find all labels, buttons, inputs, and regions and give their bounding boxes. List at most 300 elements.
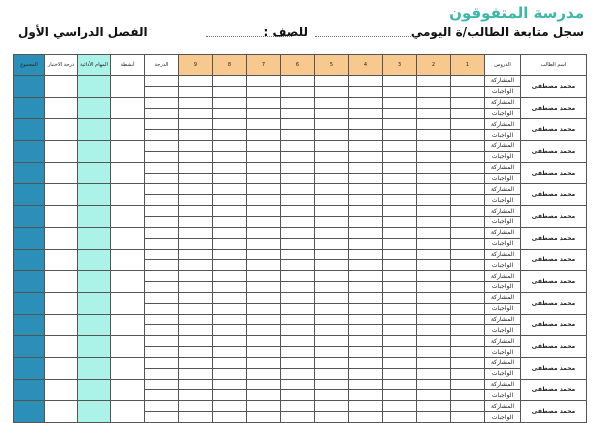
mark-cell[interactable] — [451, 119, 485, 130]
mark-cell[interactable] — [383, 390, 417, 401]
grade-cell[interactable] — [145, 314, 179, 325]
mark-cell[interactable] — [281, 325, 315, 336]
mark-cell[interactable] — [315, 184, 349, 195]
mark-cell[interactable] — [179, 97, 213, 108]
mark-cell[interactable] — [213, 347, 247, 358]
mark-cell[interactable] — [349, 184, 383, 195]
mark-cell[interactable] — [315, 249, 349, 260]
performance-tasks-cell[interactable] — [78, 162, 111, 184]
mark-cell[interactable] — [213, 390, 247, 401]
mark-cell[interactable] — [281, 119, 315, 130]
mark-cell[interactable] — [247, 271, 281, 282]
mark-cell[interactable] — [383, 379, 417, 390]
mark-cell[interactable] — [281, 97, 315, 108]
mark-cell[interactable] — [179, 271, 213, 282]
mark-cell[interactable] — [315, 76, 349, 87]
grade-cell[interactable] — [145, 173, 179, 184]
grade-cell[interactable] — [145, 357, 179, 368]
exam-grade-cell[interactable] — [45, 292, 78, 314]
mark-cell[interactable] — [417, 108, 451, 119]
exam-grade-cell[interactable] — [45, 119, 78, 141]
grade-cell[interactable] — [145, 162, 179, 173]
mark-cell[interactable] — [349, 227, 383, 238]
mark-cell[interactable] — [315, 86, 349, 97]
mark-cell[interactable] — [417, 314, 451, 325]
mark-cell[interactable] — [281, 173, 315, 184]
mark-cell[interactable] — [247, 379, 281, 390]
grade-cell[interactable] — [145, 260, 179, 271]
mark-cell[interactable] — [247, 412, 281, 423]
exam-grade-cell[interactable] — [45, 227, 78, 249]
mark-cell[interactable] — [213, 184, 247, 195]
mark-cell[interactable] — [417, 368, 451, 379]
mark-cell[interactable] — [179, 282, 213, 293]
mark-cell[interactable] — [417, 292, 451, 303]
mark-cell[interactable] — [417, 260, 451, 271]
mark-cell[interactable] — [417, 271, 451, 282]
mark-cell[interactable] — [451, 249, 485, 260]
mark-cell[interactable] — [383, 336, 417, 347]
mark-cell[interactable] — [213, 216, 247, 227]
performance-tasks-cell[interactable] — [78, 336, 111, 358]
mark-cell[interactable] — [451, 412, 485, 423]
activities-cell[interactable] — [111, 314, 145, 336]
mark-cell[interactable] — [383, 86, 417, 97]
total-cell[interactable] — [14, 336, 45, 358]
exam-grade-cell[interactable] — [45, 379, 78, 401]
activities-cell[interactable] — [111, 292, 145, 314]
mark-cell[interactable] — [281, 401, 315, 412]
grade-cell[interactable] — [145, 108, 179, 119]
mark-cell[interactable] — [383, 325, 417, 336]
performance-tasks-cell[interactable] — [78, 314, 111, 336]
mark-cell[interactable] — [247, 130, 281, 141]
mark-cell[interactable] — [349, 282, 383, 293]
total-cell[interactable] — [14, 314, 45, 336]
mark-cell[interactable] — [417, 412, 451, 423]
mark-cell[interactable] — [383, 108, 417, 119]
mark-cell[interactable] — [315, 227, 349, 238]
mark-cell[interactable] — [315, 130, 349, 141]
performance-tasks-cell[interactable] — [78, 206, 111, 228]
mark-cell[interactable] — [179, 292, 213, 303]
mark-cell[interactable] — [451, 292, 485, 303]
grade-cell[interactable] — [145, 130, 179, 141]
mark-cell[interactable] — [451, 379, 485, 390]
mark-cell[interactable] — [213, 206, 247, 217]
mark-cell[interactable] — [179, 151, 213, 162]
mark-cell[interactable] — [349, 108, 383, 119]
mark-cell[interactable] — [349, 401, 383, 412]
mark-cell[interactable] — [281, 303, 315, 314]
activities-cell[interactable] — [111, 97, 145, 119]
mark-cell[interactable] — [417, 162, 451, 173]
mark-cell[interactable] — [383, 292, 417, 303]
mark-cell[interactable] — [451, 151, 485, 162]
mark-cell[interactable] — [213, 141, 247, 152]
grade-cell[interactable] — [145, 412, 179, 423]
mark-cell[interactable] — [417, 238, 451, 249]
exam-grade-cell[interactable] — [45, 162, 78, 184]
mark-cell[interactable] — [417, 184, 451, 195]
mark-cell[interactable] — [383, 347, 417, 358]
mark-cell[interactable] — [383, 206, 417, 217]
mark-cell[interactable] — [213, 108, 247, 119]
mark-cell[interactable] — [213, 379, 247, 390]
mark-cell[interactable] — [417, 390, 451, 401]
mark-cell[interactable] — [451, 325, 485, 336]
mark-cell[interactable] — [315, 206, 349, 217]
mark-cell[interactable] — [383, 249, 417, 260]
mark-cell[interactable] — [383, 184, 417, 195]
grade-cell[interactable] — [145, 347, 179, 358]
mark-cell[interactable] — [315, 173, 349, 184]
exam-grade-cell[interactable] — [45, 249, 78, 271]
mark-cell[interactable] — [213, 238, 247, 249]
mark-cell[interactable] — [349, 292, 383, 303]
grade-cell[interactable] — [145, 303, 179, 314]
mark-cell[interactable] — [383, 368, 417, 379]
mark-cell[interactable] — [281, 162, 315, 173]
mark-cell[interactable] — [417, 282, 451, 293]
mark-cell[interactable] — [213, 151, 247, 162]
total-cell[interactable] — [14, 119, 45, 141]
total-cell[interactable] — [14, 401, 45, 423]
mark-cell[interactable] — [349, 141, 383, 152]
mark-cell[interactable] — [451, 238, 485, 249]
mark-cell[interactable] — [383, 151, 417, 162]
mark-cell[interactable] — [383, 216, 417, 227]
total-cell[interactable] — [14, 141, 45, 163]
total-cell[interactable] — [14, 249, 45, 271]
grade-cell[interactable] — [145, 282, 179, 293]
mark-cell[interactable] — [349, 390, 383, 401]
mark-cell[interactable] — [417, 249, 451, 260]
mark-cell[interactable] — [179, 173, 213, 184]
grade-cell[interactable] — [145, 368, 179, 379]
mark-cell[interactable] — [349, 271, 383, 282]
total-cell[interactable] — [14, 76, 45, 98]
mark-cell[interactable] — [315, 238, 349, 249]
mark-cell[interactable] — [383, 195, 417, 206]
activities-cell[interactable] — [111, 379, 145, 401]
mark-cell[interactable] — [349, 249, 383, 260]
mark-cell[interactable] — [281, 292, 315, 303]
mark-cell[interactable] — [451, 184, 485, 195]
mark-cell[interactable] — [247, 195, 281, 206]
mark-cell[interactable] — [179, 260, 213, 271]
mark-cell[interactable] — [451, 390, 485, 401]
mark-cell[interactable] — [213, 412, 247, 423]
mark-cell[interactable] — [349, 325, 383, 336]
mark-cell[interactable] — [179, 216, 213, 227]
performance-tasks-cell[interactable] — [78, 357, 111, 379]
mark-cell[interactable] — [417, 86, 451, 97]
mark-cell[interactable] — [213, 292, 247, 303]
mark-cell[interactable] — [247, 227, 281, 238]
grade-cell[interactable] — [145, 271, 179, 282]
mark-cell[interactable] — [383, 76, 417, 87]
performance-tasks-cell[interactable] — [78, 227, 111, 249]
mark-cell[interactable] — [213, 368, 247, 379]
mark-cell[interactable] — [349, 173, 383, 184]
mark-cell[interactable] — [315, 314, 349, 325]
mark-cell[interactable] — [247, 325, 281, 336]
activities-cell[interactable] — [111, 184, 145, 206]
mark-cell[interactable] — [247, 119, 281, 130]
total-cell[interactable] — [14, 379, 45, 401]
mark-cell[interactable] — [451, 336, 485, 347]
mark-cell[interactable] — [417, 216, 451, 227]
total-cell[interactable] — [14, 292, 45, 314]
mark-cell[interactable] — [451, 260, 485, 271]
mark-cell[interactable] — [315, 119, 349, 130]
mark-cell[interactable] — [383, 303, 417, 314]
mark-cell[interactable] — [451, 303, 485, 314]
mark-cell[interactable] — [315, 260, 349, 271]
mark-cell[interactable] — [383, 271, 417, 282]
mark-cell[interactable] — [247, 260, 281, 271]
mark-cell[interactable] — [213, 130, 247, 141]
grade-cell[interactable] — [145, 141, 179, 152]
mark-cell[interactable] — [451, 282, 485, 293]
mark-cell[interactable] — [213, 162, 247, 173]
mark-cell[interactable] — [383, 141, 417, 152]
mark-cell[interactable] — [213, 260, 247, 271]
mark-cell[interactable] — [315, 357, 349, 368]
mark-cell[interactable] — [383, 238, 417, 249]
mark-cell[interactable] — [281, 249, 315, 260]
mark-cell[interactable] — [349, 368, 383, 379]
performance-tasks-cell[interactable] — [78, 184, 111, 206]
mark-cell[interactable] — [417, 336, 451, 347]
mark-cell[interactable] — [281, 347, 315, 358]
mark-cell[interactable] — [213, 314, 247, 325]
mark-cell[interactable] — [281, 412, 315, 423]
exam-grade-cell[interactable] — [45, 206, 78, 228]
mark-cell[interactable] — [417, 303, 451, 314]
mark-cell[interactable] — [281, 357, 315, 368]
activities-cell[interactable] — [111, 162, 145, 184]
mark-cell[interactable] — [451, 216, 485, 227]
mark-cell[interactable] — [247, 282, 281, 293]
mark-cell[interactable] — [315, 303, 349, 314]
mark-cell[interactable] — [213, 97, 247, 108]
mark-cell[interactable] — [247, 97, 281, 108]
mark-cell[interactable] — [213, 357, 247, 368]
mark-cell[interactable] — [349, 86, 383, 97]
performance-tasks-cell[interactable] — [78, 271, 111, 293]
mark-cell[interactable] — [315, 412, 349, 423]
mark-cell[interactable] — [349, 303, 383, 314]
performance-tasks-cell[interactable] — [78, 379, 111, 401]
mark-cell[interactable] — [179, 412, 213, 423]
activities-cell[interactable] — [111, 206, 145, 228]
mark-cell[interactable] — [451, 401, 485, 412]
mark-cell[interactable] — [349, 314, 383, 325]
performance-tasks-cell[interactable] — [78, 76, 111, 98]
mark-cell[interactable] — [281, 368, 315, 379]
mark-cell[interactable] — [315, 97, 349, 108]
mark-cell[interactable] — [451, 130, 485, 141]
exam-grade-cell[interactable] — [45, 314, 78, 336]
mark-cell[interactable] — [247, 108, 281, 119]
mark-cell[interactable] — [349, 379, 383, 390]
mark-cell[interactable] — [281, 184, 315, 195]
mark-cell[interactable] — [451, 271, 485, 282]
total-cell[interactable] — [14, 184, 45, 206]
exam-grade-cell[interactable] — [45, 336, 78, 358]
mark-cell[interactable] — [349, 97, 383, 108]
mark-cell[interactable] — [383, 260, 417, 271]
mark-cell[interactable] — [383, 282, 417, 293]
activities-cell[interactable] — [111, 227, 145, 249]
mark-cell[interactable] — [281, 76, 315, 87]
mark-cell[interactable] — [247, 206, 281, 217]
mark-cell[interactable] — [315, 151, 349, 162]
total-cell[interactable] — [14, 97, 45, 119]
grade-cell[interactable] — [145, 401, 179, 412]
mark-cell[interactable] — [179, 336, 213, 347]
mark-cell[interactable] — [417, 401, 451, 412]
performance-tasks-cell[interactable] — [78, 401, 111, 423]
mark-cell[interactable] — [451, 195, 485, 206]
grade-cell[interactable] — [145, 216, 179, 227]
mark-cell[interactable] — [179, 325, 213, 336]
grade-cell[interactable] — [145, 238, 179, 249]
mark-cell[interactable] — [281, 238, 315, 249]
mark-cell[interactable] — [179, 130, 213, 141]
mark-cell[interactable] — [179, 206, 213, 217]
mark-cell[interactable] — [315, 368, 349, 379]
mark-cell[interactable] — [281, 282, 315, 293]
mark-cell[interactable] — [451, 173, 485, 184]
mark-cell[interactable] — [451, 141, 485, 152]
mark-cell[interactable] — [281, 195, 315, 206]
mark-cell[interactable] — [383, 130, 417, 141]
mark-cell[interactable] — [349, 336, 383, 347]
mark-cell[interactable] — [213, 173, 247, 184]
mark-cell[interactable] — [281, 260, 315, 271]
mark-cell[interactable] — [417, 151, 451, 162]
mark-cell[interactable] — [281, 130, 315, 141]
mark-cell[interactable] — [247, 173, 281, 184]
mark-cell[interactable] — [315, 336, 349, 347]
mark-cell[interactable] — [417, 97, 451, 108]
mark-cell[interactable] — [417, 206, 451, 217]
mark-cell[interactable] — [213, 195, 247, 206]
activities-cell[interactable] — [111, 76, 145, 98]
mark-cell[interactable] — [281, 336, 315, 347]
mark-cell[interactable] — [315, 379, 349, 390]
mark-cell[interactable] — [383, 162, 417, 173]
total-cell[interactable] — [14, 357, 45, 379]
mark-cell[interactable] — [213, 325, 247, 336]
mark-cell[interactable] — [451, 357, 485, 368]
total-cell[interactable] — [14, 162, 45, 184]
mark-cell[interactable] — [213, 336, 247, 347]
mark-cell[interactable] — [315, 141, 349, 152]
grade-cell[interactable] — [145, 206, 179, 217]
performance-tasks-cell[interactable] — [78, 249, 111, 271]
mark-cell[interactable] — [179, 238, 213, 249]
mark-cell[interactable] — [383, 173, 417, 184]
activities-cell[interactable] — [111, 141, 145, 163]
mark-cell[interactable] — [281, 108, 315, 119]
mark-cell[interactable] — [179, 227, 213, 238]
mark-cell[interactable] — [315, 401, 349, 412]
mark-cell[interactable] — [451, 86, 485, 97]
performance-tasks-cell[interactable] — [78, 119, 111, 141]
grade-cell[interactable] — [145, 336, 179, 347]
mark-cell[interactable] — [451, 368, 485, 379]
mark-cell[interactable] — [417, 195, 451, 206]
mark-cell[interactable] — [179, 162, 213, 173]
mark-cell[interactable] — [315, 347, 349, 358]
mark-cell[interactable] — [247, 401, 281, 412]
mark-cell[interactable] — [247, 184, 281, 195]
mark-cell[interactable] — [349, 130, 383, 141]
mark-cell[interactable] — [315, 108, 349, 119]
mark-cell[interactable] — [179, 86, 213, 97]
mark-cell[interactable] — [247, 390, 281, 401]
mark-cell[interactable] — [349, 195, 383, 206]
mark-cell[interactable] — [349, 162, 383, 173]
mark-cell[interactable] — [179, 184, 213, 195]
mark-cell[interactable] — [247, 76, 281, 87]
mark-cell[interactable] — [281, 227, 315, 238]
mark-cell[interactable] — [383, 401, 417, 412]
mark-cell[interactable] — [451, 108, 485, 119]
mark-cell[interactable] — [179, 314, 213, 325]
mark-cell[interactable] — [349, 260, 383, 271]
activities-cell[interactable] — [111, 271, 145, 293]
mark-cell[interactable] — [451, 227, 485, 238]
grade-cell[interactable] — [145, 325, 179, 336]
mark-cell[interactable] — [213, 119, 247, 130]
grade-cell[interactable] — [145, 249, 179, 260]
grade-cell[interactable] — [145, 227, 179, 238]
mark-cell[interactable] — [417, 347, 451, 358]
mark-cell[interactable] — [417, 227, 451, 238]
mark-cell[interactable] — [247, 151, 281, 162]
mark-cell[interactable] — [349, 76, 383, 87]
exam-grade-cell[interactable] — [45, 76, 78, 98]
mark-cell[interactable] — [417, 76, 451, 87]
total-cell[interactable] — [14, 271, 45, 293]
mark-cell[interactable] — [281, 206, 315, 217]
mark-cell[interactable] — [213, 282, 247, 293]
mark-cell[interactable] — [213, 271, 247, 282]
mark-cell[interactable] — [247, 368, 281, 379]
exam-grade-cell[interactable] — [45, 141, 78, 163]
mark-cell[interactable] — [247, 303, 281, 314]
activities-cell[interactable] — [111, 357, 145, 379]
mark-cell[interactable] — [247, 86, 281, 97]
mark-cell[interactable] — [281, 314, 315, 325]
mark-cell[interactable] — [451, 76, 485, 87]
mark-cell[interactable] — [179, 249, 213, 260]
mark-cell[interactable] — [247, 249, 281, 260]
mark-cell[interactable] — [383, 314, 417, 325]
mark-cell[interactable] — [213, 86, 247, 97]
mark-cell[interactable] — [213, 76, 247, 87]
activities-cell[interactable] — [111, 336, 145, 358]
mark-cell[interactable] — [281, 379, 315, 390]
mark-cell[interactable] — [451, 314, 485, 325]
mark-cell[interactable] — [417, 173, 451, 184]
mark-cell[interactable] — [247, 347, 281, 358]
